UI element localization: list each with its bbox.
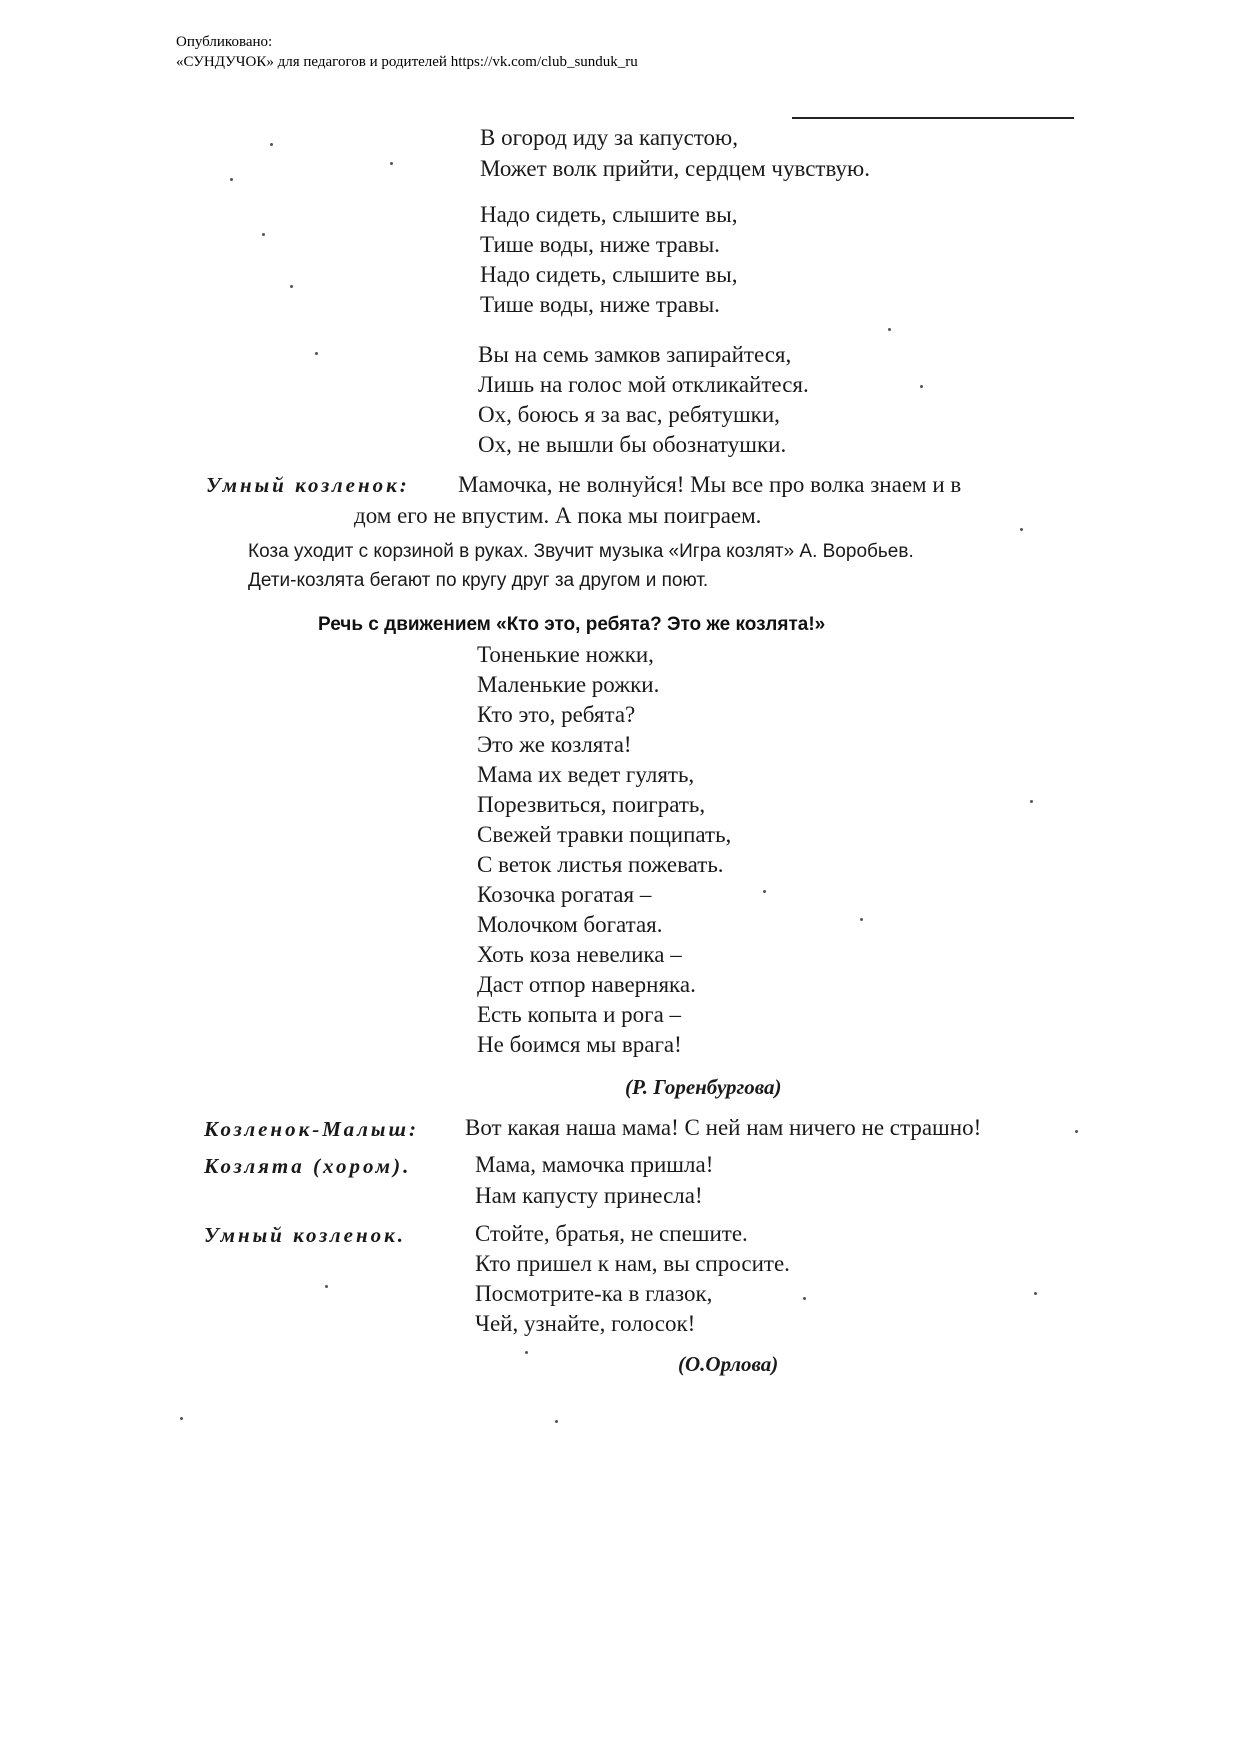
poem-line: Есть копыта и рога –	[477, 1002, 682, 1027]
scan-speck	[230, 178, 233, 181]
scan-speck	[763, 890, 766, 893]
scan-speck	[270, 143, 273, 146]
dialogue-line: Чей, узнайте, голосок!	[475, 1311, 696, 1336]
poem-line: Даст отпор наверняка.	[477, 972, 696, 997]
scan-speck	[555, 1420, 558, 1423]
scan-speck	[1034, 1292, 1037, 1295]
song-line: В огород иду за капустою,	[480, 125, 738, 150]
publication-header	[176, 32, 638, 72]
song-line: Надо сидеть, слышите вы,	[480, 262, 738, 287]
poem-credit: (О.Орлова)	[678, 1352, 779, 1376]
published-label: Опубликовано:	[176, 34, 273, 50]
poem-line: Это же козлята!	[477, 732, 632, 757]
poem-line: Хоть коза невелика –	[477, 942, 682, 967]
source-link-text: «СУНДУЧОК» для педагогов и родителей https://vk.com/club_sunduk_ru	[176, 54, 638, 70]
dialogue-line: Стойте, братья, не спешите.	[475, 1221, 748, 1246]
scan-speck	[1030, 800, 1033, 803]
scan-speck	[1075, 1130, 1078, 1133]
song-line: Тише воды, ниже травы.	[480, 232, 720, 257]
song-line: Ох, боюсь я за вас, ребятушки,	[478, 402, 780, 427]
game-heading: Речь с движением «Кто это, ребята? Это же козлята!»	[318, 614, 826, 635]
poem-line: Маленькие рожки.	[477, 672, 660, 697]
song-line: Лишь на голос мой откликайтеся.	[478, 372, 809, 397]
poem-line: Мама их ведет гулять,	[477, 762, 695, 787]
scan-speck	[525, 1351, 528, 1354]
top-rule	[792, 117, 1074, 119]
scan-speck	[1020, 528, 1023, 531]
dialogue-line: Кто пришел к нам, вы спросите.	[475, 1251, 790, 1276]
dialogue-line: Мама, мамочка пришла!	[475, 1152, 714, 1177]
speaker-smart-kid: Умный козленок:	[206, 473, 410, 497]
poem-line: Козочка рогатая –	[477, 882, 652, 907]
song-line: Надо сидеть, слышите вы,	[480, 202, 738, 227]
poem-line: С веток листья пожевать.	[477, 852, 724, 877]
song-line: Тише воды, ниже травы.	[480, 292, 720, 317]
stage-direction-line: Дети-козлята бегают по кругу друг за другом и поют.	[248, 570, 709, 591]
speaker-smart-kid: Умный козленок.	[204, 1223, 406, 1247]
poem-line: Порезвиться, поиграть,	[477, 792, 706, 817]
speaker-kids-chorus: Козлята (хором).	[204, 1154, 412, 1178]
scan-speck	[315, 352, 318, 355]
song-line: Вы на семь замков запирайтеся,	[478, 342, 792, 367]
scan-speck	[803, 1297, 806, 1300]
scan-speck	[180, 1417, 183, 1420]
dialogue-line: Вот какая наша мама! С ней нам ничего не страшно!	[465, 1115, 982, 1140]
poem-line: Не боимся мы врага!	[477, 1032, 682, 1057]
scan-speck	[325, 1285, 328, 1288]
poem-line: Свежей травки пощипать,	[477, 822, 732, 847]
scan-speck	[390, 162, 393, 165]
scan-speck	[920, 385, 923, 388]
scan-speck	[262, 233, 265, 236]
song-line: Может волк прийти, сердцем чувствую.	[480, 156, 870, 181]
scan-speck	[888, 328, 891, 331]
scan-speck	[860, 918, 863, 921]
poem-line: Кто это, ребята?	[477, 702, 636, 727]
dialogue-line: Мамочка, не волнуйся! Мы все про волка знаем и в	[458, 472, 962, 497]
poem-line: Молочком богатая.	[477, 912, 663, 937]
scan-speck	[290, 285, 293, 288]
speaker-little-kid: Козленок-Малыш:	[204, 1117, 419, 1141]
poem-credit: (Р. Горенбургова)	[625, 1075, 782, 1099]
dialogue-line: Посмотрите-ка в глазок,	[475, 1281, 713, 1306]
song-line: Ох, не вышли бы обознатушки.	[478, 432, 787, 457]
stage-direction-line: Коза уходит с корзиной в руках. Звучит музыка «Игра козлят» А. Воробьев.	[248, 541, 914, 562]
dialogue-line: дом его не впустим. А пока мы поиграем.	[354, 503, 762, 528]
dialogue-line: Нам капусту принесла!	[475, 1183, 703, 1208]
poem-line: Тоненькие ножки,	[477, 642, 654, 667]
